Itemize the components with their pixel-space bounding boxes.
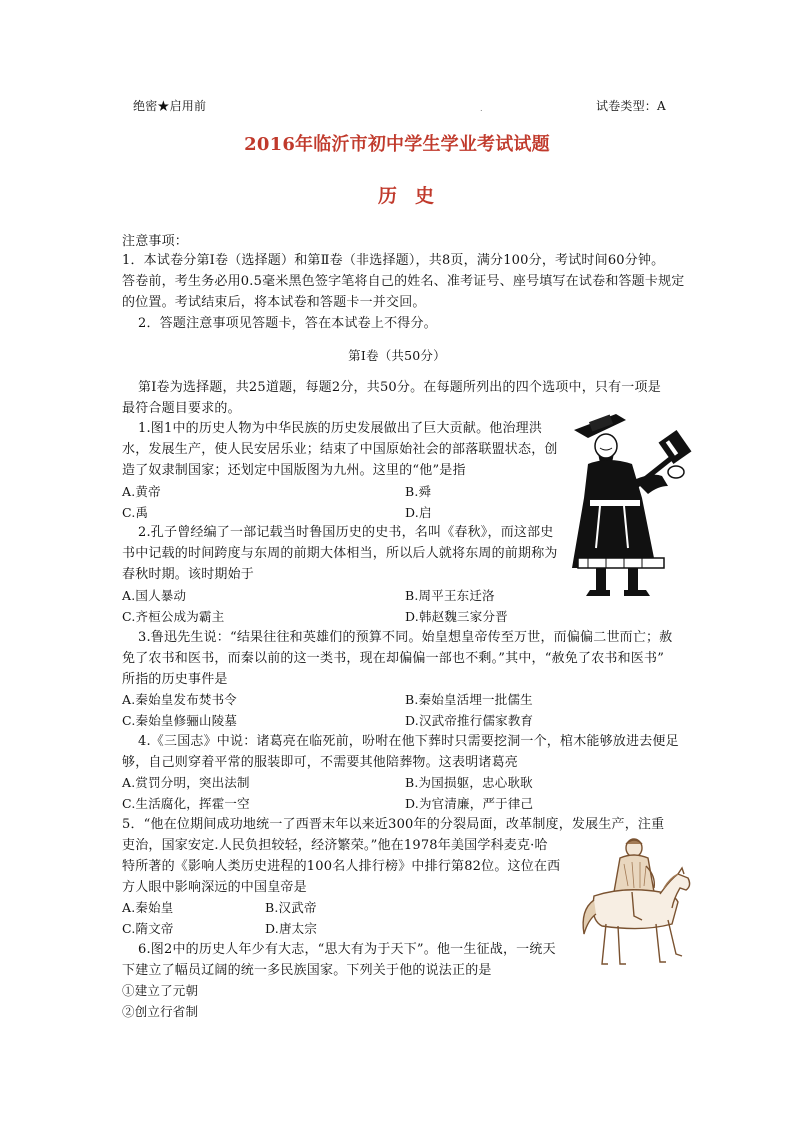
q2-stem-line-3: 春秋时期。该时期始于 (122, 567, 255, 582)
q6-option-1: ①建立了元朝 (122, 983, 199, 998)
exam-title: 2016年临沂市初中学生学业考试试题 (244, 134, 550, 155)
q6-option-2: ②创立行省制 (122, 1004, 199, 1019)
q4-option-c: C.生活腐化，挥霍一空 (122, 796, 250, 811)
q2-stem-line-2: 书中记载的时间跨度与东周的前期大体相当，所以后人就将东周的前期称为 (122, 546, 558, 561)
q2-stem-line-1: 2.孔子曾经编了一部记载当时鲁国历史的史书，名叫《春秋》，而这部史 (138, 525, 554, 540)
q4-option-a: A.赏罚分明，突出法制 (122, 775, 250, 790)
notice-item-1-line-2: 答卷前，考生务必用0.5毫米黑色签字笔将自己的姓名、准考证号、座号填写在试卷和答题卡规定 (122, 274, 685, 289)
q3-option-c: C.秦始皇修骊山陵墓 (122, 713, 238, 728)
q4-option-d: D.为官清廉，严于律己 (405, 796, 534, 811)
q5-option-b: B.汉武帝 (265, 900, 317, 915)
q1-option-b: B.舜 (405, 484, 432, 499)
q2-option-c: C.齐桓公成为霸主 (122, 609, 225, 624)
confidential-label: 绝密★启用前 (133, 99, 207, 113)
q3-stem-line-2: 免了农书和医书，而秦以前的这一类书，现在却偏偏一部也不剩。”其中，“赦免了农书和医书” (122, 651, 665, 666)
q6-stem-line-2: 下建立了幅员辽阔的统一多民族国家。下列关于他的说法正的是 (122, 963, 492, 978)
q1-option-d: D.启 (405, 505, 432, 520)
notice-heading: 注意事项： (122, 234, 189, 249)
figure-1-ancient-ruler (566, 408, 696, 608)
q1-stem-line-1: 1.图1中的历史人物为中华民族的历史发展做出了巨大贡献。他治理洪 (138, 421, 543, 436)
q3-stem-line-3: 所指的历史事件是 (122, 672, 228, 687)
q5-option-c: C.隋文帝 (122, 921, 174, 936)
q4-option-b: B.为国损躯，忠心耿耿 (405, 775, 533, 790)
q5-stem-line-3: 特所著的《影响人类历史进程的100名人排行榜》中排行第82位。这位在西 (122, 859, 561, 874)
notice-item-1-line-3: 的位置。考试结束后，将本试卷和答题卡一并交回。 (122, 295, 426, 310)
q3-option-d: D.汉武帝推行儒家教育 (405, 713, 534, 728)
q3-option-b: B.秦始皇活埋一批儒生 (405, 692, 533, 707)
figure-2-mounted-horseman (574, 836, 700, 974)
q3-stem-line-1: 3.鲁迅先生说：“结果往往和英雄们的预算不同。始皇想皇帝传至万世，而偏偏二世而亡；赦 (138, 630, 673, 645)
q2-option-a: A.国人暴动 (122, 588, 187, 603)
q5-stem-line-4: 方人眼中影响深远的中国皇帝是 (122, 880, 307, 895)
q3-option-a: A.秦始皇发布焚书令 (122, 692, 238, 707)
section-title: 第Ⅰ卷（共50分） (348, 348, 446, 363)
section-intro-line-2: 最符合题目要求的。 (122, 401, 241, 416)
q6-stem-line-1: 6.图2中的历史人年少有大志，“思大有为于天下”。他一生征战，一统天 (138, 942, 556, 957)
q1-option-c: C.禹 (122, 505, 149, 520)
q2-option-d: D.韩赵魏三家分晋 (405, 609, 508, 624)
notice-item-1-line-1: 1．本试卷分第Ⅰ卷（选择题）和第Ⅱ卷（非选择题），共8页，满分100分，考试时间60分钟。 (122, 253, 665, 268)
q5-stem-line-2: 吏治，国家安定.人民负担较轻，经济繁荣。”他在1978年美国学科麦克·哈 (122, 838, 548, 853)
q4-stem-line-2: 够，自己则穿着平常的服装即可，不需要其他陪葬物。这表明诸葛亮 (122, 755, 519, 770)
header-dot: . (480, 104, 483, 113)
q1-stem-line-3: 造了奴隶制国家；还划定中国版图为九州。这里的“他”是指 (122, 463, 466, 478)
q5-option-a: A.秦始皇 (122, 900, 174, 915)
q5-stem-line-1: 5．“他在位期间成功地统一了西晋末年以来近300年的分裂局面，改革制度，发展生产，注重 (122, 817, 665, 832)
section-intro-line-1: 第Ⅰ卷为选择题，共25道题，每题2分，共50分。在每题所列出的四个选项中，只有一项是 (138, 380, 661, 395)
subject-title: 历史 (377, 185, 452, 207)
q4-stem-line-1: 4.《三国志》中说：诸葛亮在临死前，吩咐在他下葬时只需要挖洞一个，棺木能够放进去便足 (138, 734, 679, 749)
notice-item-2: 2．答题注意事项见答题卡，答在本试卷上不得分。 (138, 316, 437, 331)
paper-type-label: 试卷类型：A (596, 99, 666, 113)
q1-option-a: A.黄帝 (122, 484, 161, 499)
q5-option-d: D.唐太宗 (265, 921, 318, 936)
q2-option-b: B.周平王东迁洛 (405, 588, 495, 603)
q1-stem-line-2: 水，发展生产，使人民安居乐业；结束了中国原始社会的部落联盟状态，创 (122, 442, 558, 457)
